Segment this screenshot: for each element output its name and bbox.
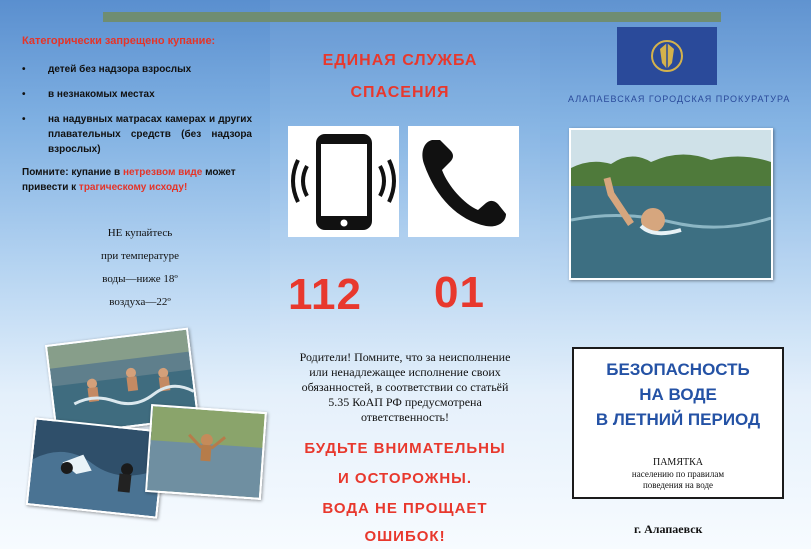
prosecutor-office-label: АЛАПАЕВСКАЯ ГОРОДСКАЯ ПРОКУРАТУРА	[568, 94, 791, 104]
ban-item: • в незнакомых местах	[22, 89, 155, 100]
city-label: г. Алапаевск	[634, 522, 703, 536]
bullet: •	[22, 114, 26, 125]
photo-kids-splashing	[26, 417, 166, 518]
service-title-line2: СПАСЕНИЯ	[350, 84, 450, 101]
alert-line-3: ВОДА НЕ ПРОЩАЕТ	[322, 500, 488, 517]
service-title-line1: ЕДИНАЯ СЛУЖБА	[322, 52, 478, 69]
alert-line-1: БУДЬТЕ ВНИМАТЕЛЬНЫ	[304, 440, 506, 457]
temperature-note: НЕ купайтесь при температуре воды—ниже 18º воздуха—22º	[100, 227, 180, 308]
alert-line-2: И ОСТОРОЖНЫ.	[337, 470, 473, 487]
ban-list	[20, 62, 252, 167]
emergency-number-01: 01	[434, 268, 485, 317]
photo-boy-jumping	[145, 404, 267, 500]
safety-title: БЕЗОПАСНОСТЬ НА ВОДЕ В ЛЕТНИЙ ПЕРИОД	[595, 360, 761, 429]
bullet: •	[22, 64, 26, 75]
mobile-phone-icon	[288, 126, 399, 237]
memo-title: ПАМЯТКА	[652, 457, 703, 468]
photo-drowning-boy	[569, 128, 773, 280]
ban-item: • на надувных матрасах камерах и других плавательных средств (без надзора взрослых)	[22, 114, 252, 155]
emergency-number-112: 112	[288, 270, 362, 319]
memo-subtitle: населению по правилам поведения на воде	[631, 469, 725, 490]
emblem-icon	[617, 27, 717, 85]
parents-notice: Родители! Помните, что за неисполнение или ненадлежащее исполнение своих обязанностей, в соответствии со статьёй 5.35 КоАП РФ предусмотрена ответственность!	[299, 350, 511, 424]
alert-line-4: ОШИБОК!	[364, 528, 446, 545]
ban-item: • детей без надзора взрослых	[22, 64, 192, 75]
warning-text: Помните: купание в нетрезвом виде может привести к трагическому исходу!	[22, 167, 236, 193]
bullet: •	[22, 89, 26, 100]
telephone-handset-icon	[408, 126, 519, 237]
top-decor-bar	[103, 12, 721, 22]
safety-box	[572, 347, 784, 499]
ban-title: Категорически запрещено купание:	[22, 35, 216, 47]
